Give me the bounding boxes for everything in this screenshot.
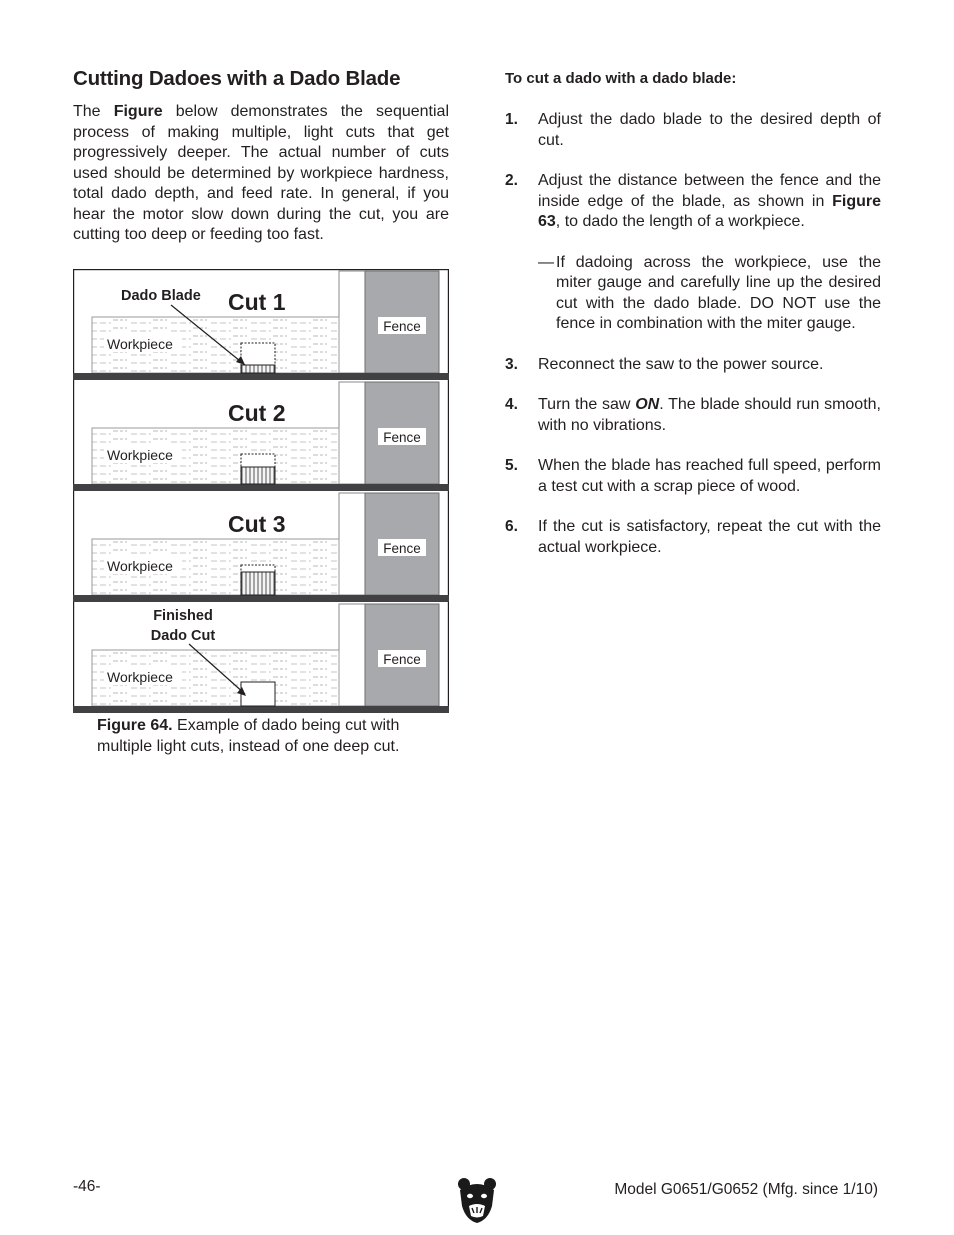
step-3	[505, 355, 881, 376]
saw-table	[73, 373, 449, 380]
fence-label: Fence	[383, 319, 421, 334]
procedure-steps	[505, 110, 881, 578]
step-text: Reconnect the saw to the power source.	[538, 355, 824, 373]
step-text: If the cut is satisfactory, repeat the cut with the actual workpiece.	[538, 518, 881, 556]
step-text: Turn the saw	[538, 396, 636, 413]
finished-callout-line1: Finished	[153, 608, 213, 624]
step-number: 1.	[505, 111, 518, 128]
saw-table-edge	[339, 271, 365, 373]
saw-table	[73, 706, 449, 713]
step-4	[505, 395, 881, 436]
bear-logo-icon	[456, 1176, 498, 1224]
step-1	[505, 110, 881, 151]
saw-table-edge	[339, 604, 365, 706]
fence-label: Fence	[383, 430, 421, 445]
figure-caption-text: Example of dado being cut with multiple light cuts, instead of one deep cut.	[97, 717, 400, 755]
dado-blade	[241, 467, 275, 484]
dado-blade	[241, 365, 275, 373]
step-2-substep	[505, 253, 881, 335]
procedure-heading: To cut a dado with a dado blade:	[505, 70, 737, 87]
page-number: -46-	[73, 1178, 101, 1195]
finished-dado-cut	[241, 682, 275, 706]
step-number: 3.	[505, 355, 518, 373]
saw-table	[73, 484, 449, 491]
step-text-end: . The blade should run smooth, with no vibrations.	[538, 396, 881, 434]
dado-figure-drawing	[73, 269, 449, 713]
dado-figure	[73, 269, 449, 713]
step-number: 6.	[505, 518, 518, 535]
step-5	[505, 456, 881, 497]
saw-table-edge	[339, 493, 365, 595]
workpiece-label: Workpiece	[107, 336, 173, 352]
model-info: Model G0651/G0652 (Mfg. since 1/10)	[614, 1181, 878, 1198]
workpiece-label: Workpiece	[107, 447, 173, 463]
cut-title: Cut 1	[228, 289, 286, 315]
workpiece-label: Workpiece	[107, 558, 173, 574]
cut-title: Cut 3	[228, 511, 286, 537]
step-text: When the blade has reached full speed, perform a test cut with a scrap piece of wood.	[538, 457, 881, 495]
step-2	[505, 171, 881, 233]
cut-title: Cut 2	[228, 400, 286, 426]
section-title: Cutting Dadoes with a Dado Blade	[73, 67, 401, 90]
workpiece-label: Workpiece	[107, 669, 173, 685]
step-number: 2.	[505, 172, 518, 189]
fence-label: Fence	[383, 541, 421, 556]
intro-text-rest: below demonstrates the sequential process of making multiple, light cuts that get progressively deeper. The actual number of cuts used should be determined by workpiece hardness, total dado depth, and feed rate. In general, if you hear the motor slow down during the cut, you are cutting too deep or feeding too fast.	[73, 103, 450, 243]
dado-blade-callout: Dado Blade	[121, 288, 201, 304]
dado-blade	[241, 572, 275, 595]
substep-text: If dadoing across the workpiece, use the miter gauge and carefully line up the desired cut with the dado blade. DO NOT use the fence in combination with the miter gauge.	[556, 253, 881, 332]
step-figure-ref: Figure 63	[538, 192, 881, 230]
figure-caption-label: Figure 64.	[97, 717, 173, 734]
step-text-end: , to dado the length of a workpiece.	[555, 213, 805, 230]
fence-label: Fence	[383, 652, 421, 667]
intro-paragraph	[73, 102, 449, 246]
intro-figure-ref: Figure	[113, 103, 163, 120]
step-number: 4.	[505, 396, 518, 413]
step-text: Adjust the dado blade to the desired depth of cut.	[538, 111, 881, 149]
figure-caption	[97, 716, 447, 757]
substep-dash: —	[538, 253, 554, 271]
saw-table-edge	[339, 382, 365, 484]
saw-table	[73, 595, 449, 602]
step-number: 5.	[505, 457, 518, 474]
step-emphasis: ON	[635, 396, 660, 413]
step-text: Adjust the distance between the fence and the inside edge of the blade, as shown in	[538, 172, 881, 210]
finished-callout-line2: Dado Cut	[150, 628, 216, 644]
intro-text-start: The	[73, 103, 114, 120]
step-6	[505, 517, 881, 558]
